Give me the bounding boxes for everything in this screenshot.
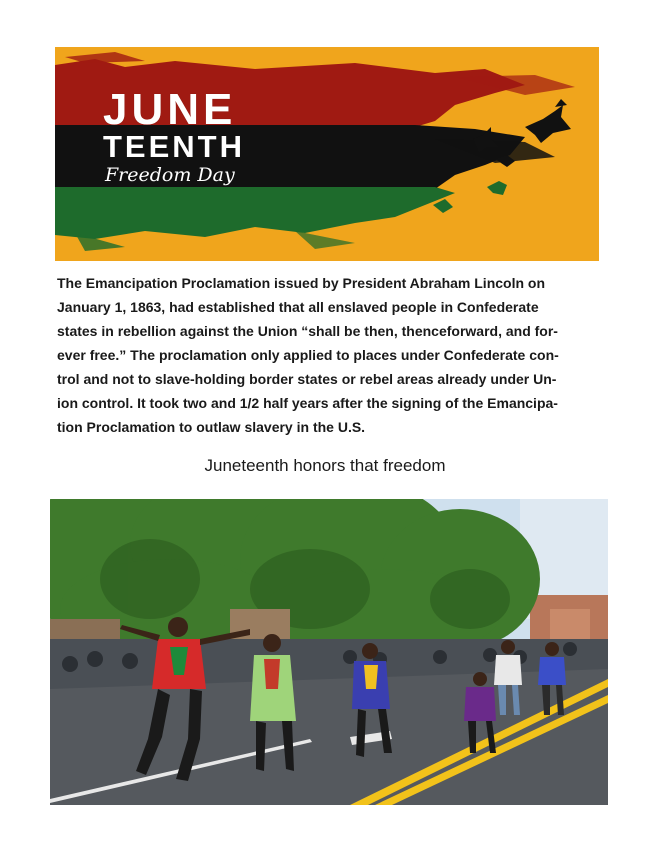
bird-icon	[525, 99, 571, 143]
juneteenth-banner	[55, 47, 599, 261]
green-brush-stroke	[55, 187, 455, 239]
paragraph-line: The Emancipation Proclamation issued by President Abraham Lincoln on	[57, 275, 546, 291]
parade-photo	[50, 499, 608, 805]
paragraph-line: ever free.” The proclamation only applied to places under Confederate con-	[57, 347, 559, 363]
banner-title-june: JUNE	[103, 85, 237, 134]
bird-icon	[487, 181, 507, 195]
paragraph-line: states in rebellion against the Union “shall be then, thenceforward, and for-	[57, 323, 558, 339]
paragraph-line: ion control. It took two and 1/2 half years after the signing of the Emancipa-	[57, 395, 558, 411]
subheading: Juneteenth honors that freedom	[204, 456, 446, 475]
banner-subtitle: Freedom Day	[105, 164, 235, 186]
proclamation-paragraph	[57, 271, 597, 439]
bird-icon	[433, 199, 453, 213]
banner-title-teenth: TEENTH	[103, 129, 245, 164]
paragraph-line: tion Proclamation to outlaw slavery in the U.S.	[57, 419, 366, 435]
paragraph-line: January 1, 1863, had established that all enslaved people in Confederate	[57, 299, 539, 315]
parade-scene	[50, 499, 608, 805]
paragraph-line: trol and not to slave-holding border states or rebel areas already under Un-	[57, 371, 557, 387]
